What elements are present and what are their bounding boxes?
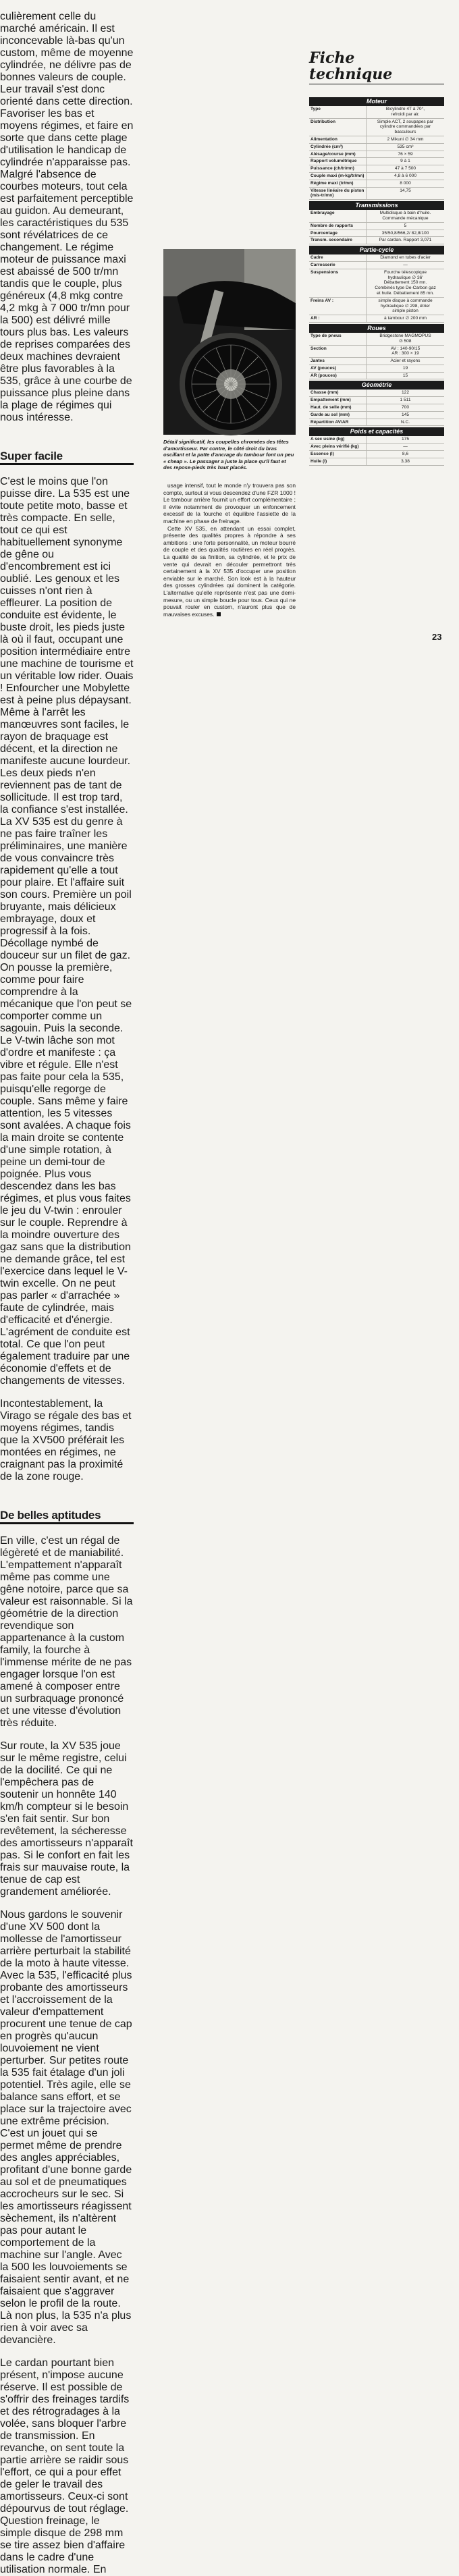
spec-row	[309, 165, 444, 173]
spec-value	[366, 451, 444, 458]
spec-table	[309, 96, 444, 466]
spec-label: Freins AV :	[310, 298, 334, 303]
spec-value-line: 35/50,8/566,2/ 82,8/100	[381, 230, 429, 236]
spec-value-line: G 508	[399, 338, 412, 344]
spec-value-line: 1 511	[400, 398, 411, 403]
spec-label: Embrayage	[310, 211, 335, 216]
spec-value-line: Bridgestone MAGMOPUS	[379, 333, 431, 338]
spec-label: Avec pleins vérifié (kg)	[310, 444, 359, 450]
spec-label: Jantes	[310, 358, 325, 364]
column-middle-continued	[163, 482, 296, 618]
spec-row	[309, 173, 444, 180]
spec-row	[309, 237, 444, 244]
spec-row	[309, 346, 444, 358]
spec-label: Répartition AV/AR	[310, 419, 349, 425]
paragraph: Le cardan pourtant bien présent, n'impose aucune réserve. Il est possible de s'offrir des freinages tardifs et des rétrogradages à la volée, sans bloquer l'arbre de transmission. En revanche, on sent toute la partie arrière se raidir sous l'effort, ce qui a pour effet de geler le travail des amortisseurs. Ceux-ci sont dépourvus de tout réglage. Question freinage, le simple disque de 298 mm se tire assez bien d'affaire dans le cadre d'une utilisation normale. En	[0, 2357, 130, 2575]
spec-label: A sec usine (kg)	[310, 437, 345, 442]
spec-label: Transm. secondaire	[310, 238, 352, 243]
spec-value	[366, 404, 444, 411]
spec-value	[366, 397, 444, 404]
spec-value	[366, 158, 444, 165]
spec-section-header: Géométrie	[309, 381, 444, 390]
photo-caption: Détail significatif, les coupelles chromées des têtes d'amortisseur. Par contre, le côté droit du bras oscillant et la patte d'ancrage du tambour font un peu « cheap ». Le passager a juste la place qu'il faut et des repose-pieds très haut placés.	[163, 439, 294, 471]
spec-value-line: hydraulique ∅ 36'	[387, 275, 423, 280]
paragraph: En ville, c'est un régal de légèreté et de maniabilité. L'empattement n'apparaît même pas comme une gêne notoire, parce que sa valeur est raisonnable. Si la géométrie de la direction revendique son appartenance à la custom family, la fourche à l'immense mérite de ne pas engager lorsque l'on est amené à composer entre un surbraquage prononcé et une vitesse d'évolution très réduite.	[0, 1535, 133, 1729]
spec-value	[366, 144, 444, 151]
spec-value-line: —	[403, 262, 408, 267]
spec-row	[309, 444, 444, 451]
spec-value-line: 3,38	[401, 458, 410, 464]
spec-value-line: et huile. Débattement 85 mn.	[377, 290, 434, 296]
spec-value	[366, 119, 444, 136]
spec-row	[309, 262, 444, 269]
spec-label: Haut. de selle (mm)	[310, 405, 352, 410]
column-middle	[0, 1909, 132, 2576]
paragraph: Cette XV 535, en attendant un essai complet, présente des qualités propres à répondre à ses ambitions : une forte personnalité, un moteur bourré de couple et des qualités routières en réel progrès. La qualité de sa finition, sa cylindrée, et le prix de vente qui devrait en découler permettront très certainement à la XV 535 d'occuper une position enviable sur le marché. Son look est à la hauteur des grosses cylindrées qui dominent la catégorie. L'alternative qu'elle représente n'est pas une demi-mesure, ou un simple boucle pour tous. Ceux qui ne pouvait rouler en custom, n'auront plus que de mauvaises excuses.	[163, 525, 296, 618]
spec-value-line: 535 cm³	[397, 144, 414, 149]
spec-row	[309, 223, 444, 230]
spec-value-line: Combinés type De-Carbon gaz	[375, 286, 436, 291]
spec-row	[309, 144, 444, 151]
spec-row	[309, 436, 444, 444]
spec-value	[366, 298, 444, 315]
spec-value-line: 8,6	[402, 452, 409, 457]
spec-value-line: refroidi par air.	[391, 111, 420, 117]
spec-label: AV (pouces)	[310, 365, 336, 371]
spec-label: AR (pouces)	[310, 373, 337, 378]
spec-value	[366, 269, 444, 297]
spec-value-line: basculeurs	[394, 130, 416, 135]
spec-value	[366, 237, 444, 244]
spec-value	[366, 358, 444, 365]
spec-label: Empattement (mm)	[310, 398, 351, 403]
spec-value	[366, 188, 444, 200]
spec-value	[366, 151, 444, 158]
spec-value-line: 4,8 à 6 000	[394, 173, 416, 178]
column-left	[0, 11, 134, 1898]
spec-label: Chasse (mm)	[310, 390, 339, 396]
spec-row	[309, 358, 444, 365]
spec-row	[309, 136, 444, 144]
spec-value-line: —	[403, 444, 408, 450]
paragraph: usage intensif, tout le monde n'y trouvera pas son compte, surtout si vous descendez d'une FZR 1000 ! Le tambour arrière fournit un effort complémentaire ; il évite notamment de provoquer un enfoncement excessif de la fourche et équilibre l'assiette de la machine en phase de freinage.	[163, 482, 296, 525]
spec-value-line: Multidisque à bain d'huile.	[379, 211, 431, 216]
spec-label: Type	[310, 107, 321, 111]
spec-row	[309, 365, 444, 373]
paragraph: C'est le moins que l'on puisse dire. La 535 est une toute petite moto, basse et très compacte. En selle, tout ce qui est habituellement synonyme de gêne ou d'encombrement est ici oublié. Les genoux et les cuisses n'ont rien à effleurer. La position de conduite est évidente, le buste droit, les pieds juste là où il faut, occupant une position intermédiaire entre une machine de tourisme et un véritable low rider. Ouais ! Enfourcher une Mobylette est à peine plus dépaysant. Même à l'arrêt les manœuvres sont faciles, le rayon de braquage est décent, et la direction ne manifeste aucune lourdeur. Les deux pieds n'en reviennent pas de tant de sollicitude. Il est trop tard, la confiance s'est installée. La XV 535 est du genre à ne pas faire traîner les préliminaires, une manière de vous convaincre très rapidement qu'elle a tout pour plaire. Et l'affaire suit son cours. Première un poil bruyante, mais délicieux embrayage, doux et progressif à la fois. Décollage nymbé de douceur sur un filet de gaz. On pousse la première, comme pour faire comprendre à la mécanique que l'on peut se comporter comme un sagouin. Puis la seconde. Le V-twin lâche son mot d'ordre et manifeste : ça vibre et régule. Elle n'est pas faite pour cela la 535, puisqu'elle regorge de couple. Sans même y faire attention, les 5 vitesses sont avalées. A chaque fois la main droite se contente d'une simple rotation, à peine un demi-tour de poignée. Plus vous descendez dans les bas régimes, et plus vous faites le jeu du V-twin : enrouler sur le couple. Reprendre à la moindre ouverture des gaz sans que la distribution ne demande grâce, tel est l'exercice dans lequel le V-twin excelle. On ne peut pas parler « d'arrachée » faute de cylindrée, mais d'efficacité et d'énergie. L'agrément de conduite est total. Ce que l'on peut également traduire par une économie d'effets et de changements de vitesses.	[0, 476, 134, 1387]
spec-value-line: Débattement 150 mn.	[383, 280, 427, 286]
spec-value	[366, 315, 444, 322]
spec-section-header: Partie-cycle	[309, 246, 444, 254]
spec-value	[366, 436, 444, 443]
spec-value-line: 700	[401, 405, 409, 410]
spec-label: Huile (l)	[310, 458, 327, 464]
spec-value-line: cylindre commandées par	[379, 124, 431, 130]
spec-label: Puissance (ch/tr/mn)	[310, 166, 354, 171]
spec-value	[366, 165, 444, 172]
spec-row	[309, 397, 444, 404]
spec-value-line: Commande mécanique	[382, 215, 429, 221]
spec-value	[366, 444, 444, 450]
spec-label: Cadre	[310, 255, 323, 261]
spec-label: Alésage/course (mm)	[310, 151, 356, 157]
spec-row	[309, 180, 444, 188]
paragraph: Nous gardons le souvenir d'une XV 500 dont la mollesse de l'amortisseur arrière perturbait la stabilité de la moto à haute vitesse. Avec la 535, l'efficacité plus probante des amortisseurs et l'accroissement de la valeur d'empattement procurent une tenue de cap en progrès qu'aucun louvoiement ne vient perturber. Sur petites route la 535 fait étalage d'un joli potentiel. Très agile, elle se balance sans effort, et se place sur la trajectoire avec une extrême précision. C'est un jouet qui se permet même de prendre des angles appréciables, profitant d'une bonne garde au sol et de pneumatiques accrocheurs sur le sec. Si les amortisseurs réagissent sèchement, ils n'altèrent pas pour autant le comportement de la machine sur l'angle. Avec la 500 les louvoiements se faisaient sentir avant, et ne faisaient que s'aggraver selon le profil de la route. Là non plus, la 535 n'a plus rien à voir avec sa devancière.	[0, 1909, 132, 2346]
end-mark	[217, 612, 221, 616]
spec-row	[309, 151, 444, 159]
spec-value-line: AV : 140-90/15	[390, 346, 421, 351]
spec-label: Couple maxi (m-kg/tr/mn)	[310, 173, 364, 178]
spec-value	[366, 210, 444, 222]
spec-row	[309, 390, 444, 397]
spec-value	[366, 173, 444, 180]
spec-label: AR :	[310, 316, 320, 321]
spec-value	[366, 346, 444, 358]
spec-value-line: à tambour ∅ 200 mm	[384, 316, 427, 321]
spec-value-line: 145	[401, 412, 409, 417]
paragraph: Incontestablement, la Virago se régale des bas et moyens régimes, tandis que la XV500 préférait les montées en régimes, ne craignant pas la proximité de la zone rouge.	[0, 1398, 132, 1482]
spec-row	[309, 188, 444, 200]
spec-row	[309, 158, 444, 165]
spec-value	[366, 458, 444, 465]
spec-value-line: 122	[401, 390, 409, 396]
spec-label: Suspensions	[310, 269, 339, 275]
spec-row	[309, 315, 444, 323]
spec-section-header: Transmissions	[309, 201, 444, 210]
spec-value-line: 76 × 59	[398, 151, 413, 157]
spec-value	[366, 262, 444, 269]
spec-value	[366, 333, 444, 345]
spec-value-line: simple disque à commande	[378, 298, 433, 303]
heading-super-facile: Super facile	[0, 450, 63, 462]
spec-label: Section	[310, 346, 327, 351]
spec-value	[366, 373, 444, 379]
spec-label: Rapport volumétrique	[310, 159, 357, 164]
spec-value-line: 15	[402, 373, 408, 378]
spec-value-line: 9 à 1	[400, 159, 410, 164]
spec-row	[309, 269, 444, 298]
spec-label: Cylindrée (cm³)	[310, 144, 343, 149]
heading-belles-aptitudes: De belles aptitudes	[0, 1509, 101, 1522]
spec-label: Distribution	[310, 119, 335, 124]
motorcycle-rear-photo	[163, 249, 296, 435]
spec-value-line: 8 000	[400, 180, 411, 186]
spec-label: Type de pneus	[310, 333, 342, 338]
spec-row	[309, 106, 444, 119]
heading-rule	[0, 463, 134, 465]
spec-label: Nombre de rapports	[310, 223, 354, 228]
paragraph: culièrement celle du marché américain. Il est inconcevable là-bas qu'un custom, même de moyenne cylindrée, ne délivre pas de bonnes valeurs de couple. Leur travail s'est donc orienté dans cette direction. Favoriser les bas et moyens régimes, et faire en sorte que dans cette plage d'utilisation le handicap de cylindrée n'apparaisse pas. Malgré l'absence de courbes moteurs, tout cela est parfaitement perceptible au guidon. Au demeurant, les caractéristiques du 535 sont révélatrices de ce changement. Le régime moteur de puissance maxi est abaissé de 500 tr/mn tandis que le couple, plus généreux (4,8 mkg contre 4,2 mkg à 7 000 tr/mn pour la 500) est délivré mille tours plus bas. Les valeurs de reprises comparées des deux machines devraient être plus favorables à la 535, grâce à une courbe de puissance plus pleine dans la plage de régimes qui nous intéresse.	[0, 11, 134, 423]
spec-value-line: Simple ACT, 2 soupapes par	[377, 119, 434, 124]
spec-value-line: 5	[404, 223, 407, 228]
spec-row	[309, 298, 444, 315]
spec-value-line: simple piston	[392, 308, 418, 314]
spec-value	[366, 180, 444, 187]
spec-value-line: AR : 300 × 19	[392, 351, 419, 356]
spec-value-line: 175	[401, 437, 409, 442]
spec-row	[309, 404, 444, 412]
spec-row	[309, 458, 444, 466]
spec-label: Vitesse linéaire du piston (m/s-tr/mn)	[310, 188, 364, 198]
spec-label: Carrosserie	[310, 262, 335, 267]
spec-label: Alimentation	[310, 136, 338, 142]
spec-label: Garde au sol (mm)	[310, 412, 350, 417]
spec-value-line: N.C.	[400, 419, 410, 425]
spec-row	[309, 254, 444, 262]
spec-row	[309, 230, 444, 238]
spec-row	[309, 451, 444, 458]
paragraph: Sur route, la XV 535 joue sur le même registre, celui de la docilité. Ce qui ne l'empêchera pas de soutenir un honnête 140 km/h compteur si le besoin s'en fait sentir. Sur bon revêtement, la sécheresse des amortisseurs n'apparaît pas. Si le confort en fait les frais sur mauvaise route, la tenue de cap est grandement améliorée.	[0, 1740, 133, 1898]
spec-row	[309, 419, 444, 427]
spec-row	[309, 373, 444, 380]
spec-label: Essence (l)	[310, 452, 334, 457]
spec-value	[366, 254, 444, 261]
spec-value-line: 19	[402, 365, 408, 371]
spec-section-header: Poids et capacités	[309, 427, 444, 436]
spec-value-line: Acier et rayons	[390, 358, 421, 364]
spec-value	[366, 419, 444, 426]
spec-value-line: Bicylindre 4T à 70°,	[385, 107, 425, 111]
spec-value-line: Fourche télescopique	[383, 269, 427, 275]
spec-value	[366, 223, 444, 230]
spec-value-line: hydraulique ∅ 298, étrier	[380, 303, 431, 308]
fiche-title: Fiche technique	[309, 49, 393, 83]
spec-value	[366, 365, 444, 372]
spec-value	[366, 230, 444, 237]
spec-value	[366, 106, 444, 118]
spec-value-line: Diamond en tubes d'acier	[380, 255, 431, 261]
heading-rule	[0, 1522, 134, 1524]
spec-value-line: Par cardan. Rapport 3,071	[379, 238, 432, 243]
spec-row	[309, 210, 444, 223]
spec-value-line: 2 Mikuni ∅ 34 mm	[387, 136, 424, 142]
spec-row	[309, 412, 444, 419]
spec-value	[366, 412, 444, 419]
spec-section-header: Roues	[309, 324, 444, 333]
spec-section-header: Moteur	[309, 97, 444, 106]
spec-value	[366, 136, 444, 143]
spec-label: Régime maxi (tr/mn)	[310, 180, 354, 186]
spec-value-line: 47 à 7 500	[394, 166, 416, 171]
page-number: 23	[432, 632, 442, 642]
spec-label: Pourcentage	[310, 230, 338, 236]
spec-value-line: 14,75	[400, 188, 411, 193]
spec-value	[366, 390, 444, 396]
spec-row	[309, 333, 444, 346]
spec-row	[309, 119, 444, 136]
